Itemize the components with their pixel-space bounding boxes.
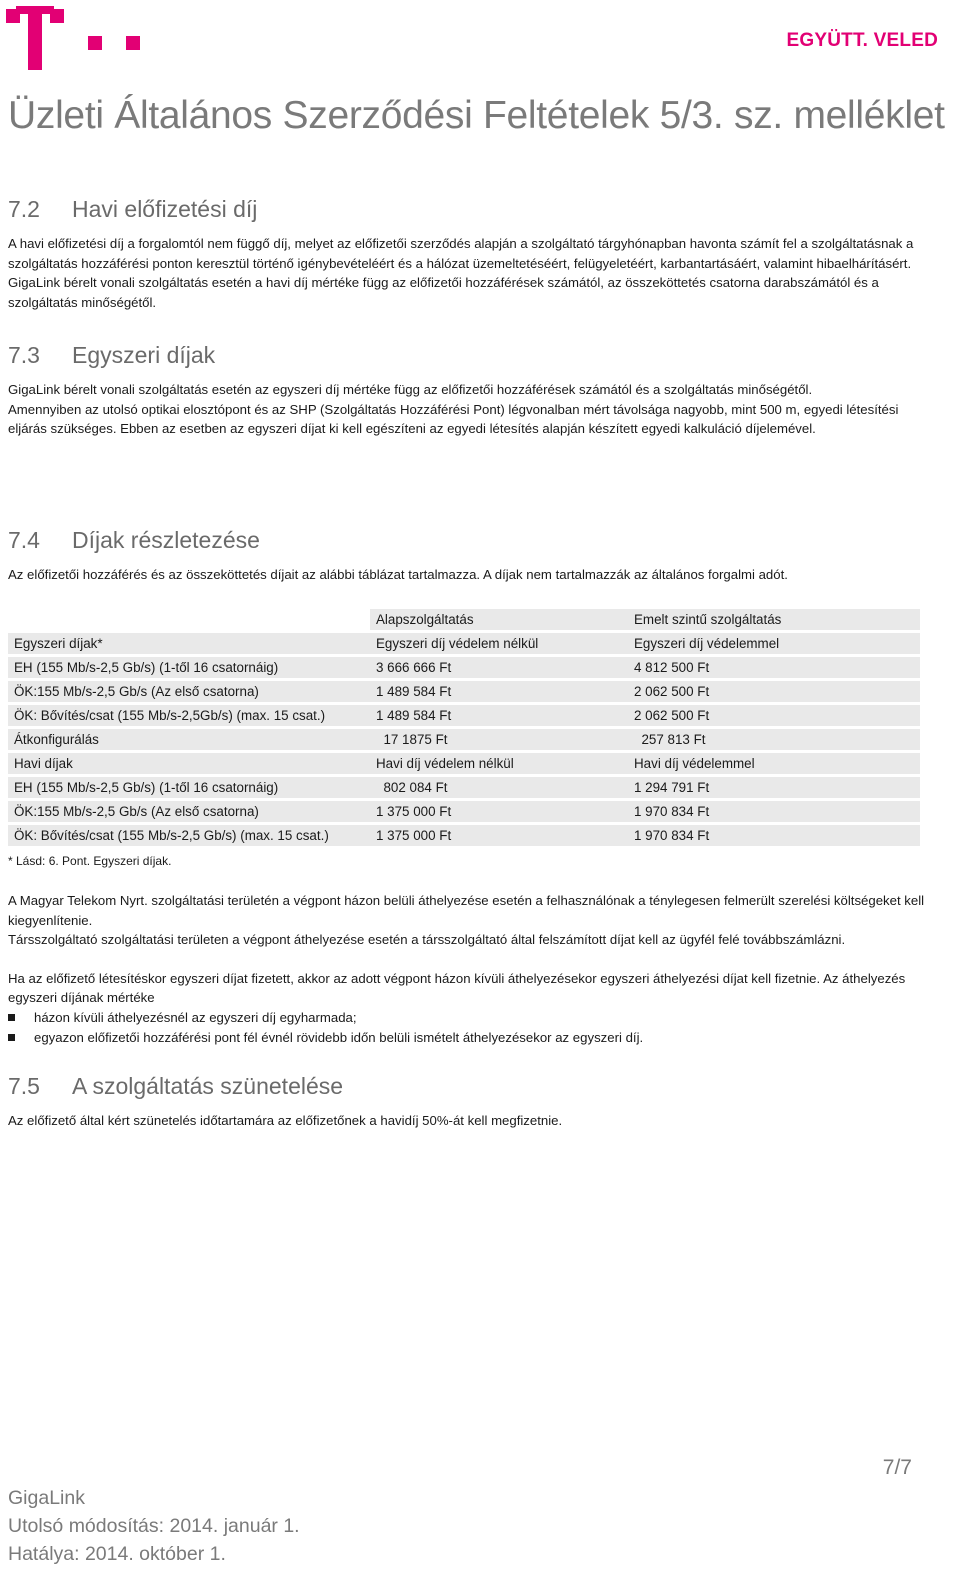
table-header-empty (8, 609, 370, 630)
table-cell: ÖK:155 Mb/s-2,5 Gb/s (Az első csatorna) (8, 681, 370, 702)
section-7-2 (8, 196, 928, 312)
table-cell: Havi díjak (8, 753, 370, 774)
section-7-3 (8, 342, 928, 439)
section-heading (8, 196, 928, 223)
table-cell: 1 489 584 Ft (370, 681, 628, 702)
relocation-block (8, 891, 928, 1047)
section-number: 7.5 (8, 1073, 40, 1099)
section-title: Egyszeri díjak (72, 342, 216, 368)
table-cell: Átkonfigurálás (8, 729, 370, 750)
table-cell: 2 062 500 Ft (628, 681, 920, 702)
table-footnote: * Lásd: 6. Pont. Egyszeri díjak. (8, 854, 172, 868)
section-number: 7.3 (8, 342, 40, 368)
table-cell: Egyszeri díj védelemmel (628, 633, 920, 654)
table-cell: ÖK: Bővítés/csat (155 Mb/s-2,5Gb/s) (max. 15 csat.) (8, 705, 370, 726)
table-header-cell: Alapszolgáltatás (370, 609, 628, 630)
table-cell: Havi díj védelem nélkül (370, 753, 628, 774)
list-item (8, 1028, 928, 1048)
logo-t-stem (28, 6, 42, 70)
section-heading (8, 342, 928, 369)
relocation-bullet-list (8, 1008, 928, 1047)
page-number: 7/7 (882, 1456, 912, 1479)
bullet-square-icon (8, 1034, 15, 1041)
logo-digit-square-3 (88, 36, 102, 50)
section-heading (8, 527, 928, 554)
table-row (8, 777, 920, 798)
fees-table (8, 606, 920, 849)
section-paragraph: Amennyiben az utolsó optikai elosztópont és az SHP (Szolgáltatás Hozzáférési Pont) légvonalban mért távolsága nagyobb, mint 500 m, egyedi létesítési eljárás szükséges. Ebben az esetben az egyszeri díjat ki kell egészíteni az egyedi létesítés alapján készített egyedi kalkuláció díjelemével. (8, 401, 899, 437)
bullet-square-icon (8, 1014, 15, 1021)
table-header-row (8, 609, 920, 630)
section-intro: Az előfizetői hozzáférés és az összeköttetés díjait az alábbi táblázat tartalmazza. A díjak nem tartalmazzák az általános forgalmi adót. (8, 567, 788, 582)
footer-product: GigaLink (8, 1487, 85, 1509)
table-cell: 1 375 000 Ft (370, 825, 628, 846)
table-cell: 1 970 834 Ft (628, 801, 920, 822)
logo-digit-square-mid (50, 9, 64, 23)
table-cell: 1 489 584 Ft (370, 705, 628, 726)
section-heading (8, 1073, 928, 1100)
table-row (8, 657, 920, 678)
table-cell: 3 666 666 Ft (370, 657, 628, 678)
section-number: 7.4 (8, 527, 40, 553)
list-item (8, 1008, 928, 1028)
table-cell: 1 294 791 Ft (628, 777, 920, 798)
table-row (8, 681, 920, 702)
table-row (8, 801, 920, 822)
table-cell: EH (155 Mb/s-2,5 Gb/s) (1-től 16 csatornáig) (8, 777, 370, 798)
table-cell: ÖK:155 Mb/s-2,5 Gb/s (Az első csatorna) (8, 801, 370, 822)
list-item-text: házon kívüli áthelyezésnél az egyszeri díj egyharmada; (34, 1009, 357, 1025)
table-cell: 4 812 500 Ft (628, 657, 920, 678)
section-body: Az előfizető által kért szünetelés időtartamára az előfizetőnek a havidíj 50%-át kell megfizetnie. (8, 1113, 563, 1128)
relocation-paragraph: Társszolgáltató szolgáltatási területen a végpont áthelyezése esetén a társszolgáltató által felszámított díjat kell az ügyfél felé továbbszámlázni. (8, 932, 846, 948)
table-row (8, 825, 920, 846)
page-footer (8, 1484, 300, 1568)
table-cell: 802 084 Ft (370, 777, 628, 798)
document-title: Üzleti Általános Szerződési Feltételek 5/3. sz. melléklet (8, 94, 945, 137)
table-header-cell: Emelt szintű szolgáltatás (628, 609, 920, 630)
table-row (8, 633, 920, 654)
table-cell: EH (155 Mb/s-2,5 Gb/s) (1-től 16 csatornáig) (8, 657, 370, 678)
table-cell: 257 813 Ft (628, 729, 920, 750)
brand-slogan: EGYÜTT. VELED (786, 30, 938, 51)
table-row (8, 729, 920, 750)
relocation-paragraph: Ha az előfizető létesítéskor egyszeri díjat fizetett, akkor az adott végpont házon kívüli áthelyezésekor egyszeri áthelyezési díjat kell fizetnie. Az áthelyezés egyszeri díjának mértéke (8, 970, 906, 1006)
logo-t-bar (16, 6, 54, 14)
table-cell: 1 970 834 Ft (628, 825, 920, 846)
section-title: Havi előfizetési díj (72, 196, 258, 222)
table-cell: ÖK: Bővítés/csat (155 Mb/s-2,5 Gb/s) (max. 15 csat.) (8, 825, 370, 846)
section-title: Díjak részletezése (72, 527, 260, 553)
table-cell: Havi díj védelemmel (628, 753, 920, 774)
table-row (8, 705, 920, 726)
logo-digit-square-4 (126, 36, 140, 50)
table-cell: Egyszeri díj védelem nélkül (370, 633, 628, 654)
table-cell: Egyszeri díjak* (8, 633, 370, 654)
footer-modified: Utolsó módosítás: 2014. január 1. (8, 1515, 300, 1537)
section-7-4 (8, 527, 928, 585)
table-row (8, 753, 920, 774)
section-number: 7.2 (8, 196, 40, 222)
section-paragraph: GigaLink bérelt vonali szolgáltatás esetén az egyszeri díj mértéke függ az előfizetői hozzáférések számától és a szolgáltatás minőségétől. (8, 382, 813, 397)
table-cell: 17 1875 Ft (370, 729, 628, 750)
section-body: A havi előfizetési díj a forgalomtól nem függő díj, melyet az előfizetői szerződés alapján a szolgáltató tárgyhónapban havonta számít fel a szolgáltatásnak a szolgáltatás hozzáférési ponton keresztül történő igénybevételéért és a hálózat üzemeltetéséért, felügyeletéért, karbantartásáért, valamint hibaelhárításért. GigaLink bérelt vonali szolgáltatás esetén a havi díj mértéke függ az előfizetői hozzáférések számától, az összeköttetés csatorna darabszámától és a szolgáltatás minőségétől. (8, 236, 914, 310)
section-7-5 (8, 1073, 928, 1131)
table-cell: 1 375 000 Ft (370, 801, 628, 822)
list-item-text: egyazon előfizetői hozzáférési pont fél évnél rövidebb időn belüli ismételt áthelyezésekor az egyszeri díj. (34, 1029, 644, 1045)
section-title: A szolgáltatás szünetelése (72, 1073, 344, 1099)
footer-effective: Hatálya: 2014. október 1. (8, 1543, 226, 1565)
telekom-logo (6, 6, 146, 72)
relocation-paragraph: A Magyar Telekom Nyrt. szolgáltatási területén a végpont házon belüli áthelyezése esetén a felhasználónak a ténylegesen felmerült szerelési költségeket kell kiegyenlítenie. (8, 893, 925, 928)
table-cell: 2 062 500 Ft (628, 705, 920, 726)
